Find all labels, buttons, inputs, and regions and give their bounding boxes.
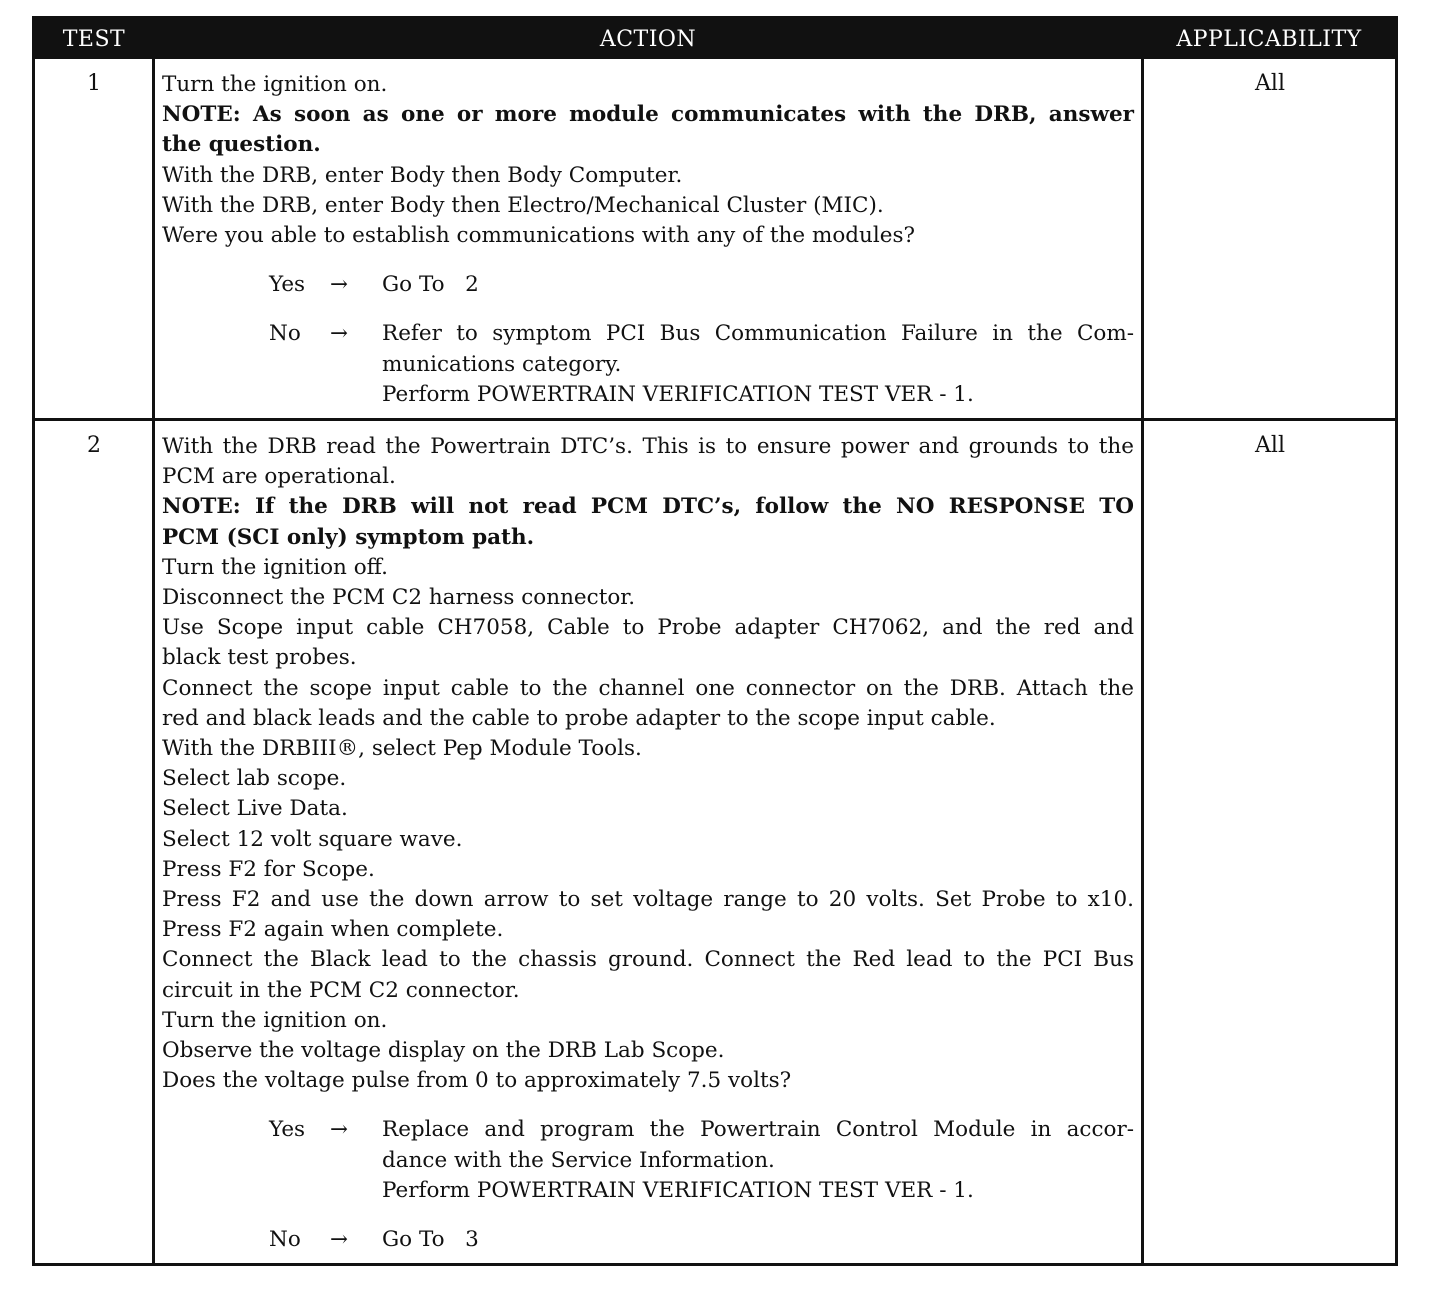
- action-line: Turn the ignition on.: [162, 1007, 388, 1033]
- arrow-right-icon: →: [330, 1227, 349, 1253]
- action-line: Turn the ignition off.: [162, 554, 388, 580]
- test-number: 1: [87, 71, 101, 96]
- action-line: With the DRB, enter Body then Electro/Mechanical Cluster (MIC).: [162, 192, 884, 218]
- result-line: munications category.: [382, 351, 622, 377]
- applicability-value: All: [1255, 71, 1285, 96]
- result-line: Replace and program the Powertrain Control Module in accor-: [382, 1117, 1134, 1143]
- yes-result: [382, 1115, 1134, 1206]
- diagnostic-table: [32, 16, 1398, 1266]
- result-line: Go To 2: [382, 272, 479, 298]
- result-line: dance with the Service Information.: [382, 1147, 775, 1173]
- header-test: TEST: [62, 27, 126, 52]
- header-action: ACTION: [599, 27, 697, 52]
- action-line: Select 12 volt square wave.: [162, 826, 463, 852]
- header-applicability: APPLICABILITY: [1176, 27, 1362, 52]
- question-line: Were you able to establish communications with any of the modules?: [162, 223, 916, 249]
- note-line: NOTE: As soon as one or more module communicates with the DRB, answer: [162, 102, 1134, 128]
- no-branch: [162, 319, 1134, 410]
- action-line: Observe the voltage display on the DRB Lab Scope.: [162, 1038, 725, 1064]
- no-label: No: [269, 321, 301, 347]
- action-cell: [162, 70, 1134, 410]
- action-line: Connect the Black lead to the chassis ground. Connect the Red lead to the PCI Bus: [162, 947, 1134, 973]
- no-result: [382, 319, 1134, 410]
- yes-label: Yes: [269, 272, 306, 298]
- action-cell: [162, 432, 1134, 1255]
- arrow-right-icon: →: [330, 1117, 349, 1143]
- action-line: red and black leads and the cable to probe adapter to the scope input cable.: [162, 705, 996, 731]
- action-line: Turn the ignition on.: [162, 72, 388, 97]
- action-line: circuit in the PCM C2 connector.: [162, 977, 520, 1003]
- table-row-test-2: [35, 421, 1395, 1263]
- result-line: Refer to symptom PCI Bus Communication Failure in the Com-: [382, 321, 1134, 347]
- action-line: Press F2 again when complete.: [162, 917, 504, 943]
- no-label: No: [269, 1227, 301, 1253]
- yes-branch: [162, 1115, 1134, 1206]
- action-line: With the DRBIII®, select Pep Module Tools.: [162, 736, 642, 762]
- action-line: With the DRB, enter Body then Body Computer.: [162, 162, 683, 188]
- test-number: 2: [87, 433, 101, 458]
- note-line: the question.: [162, 132, 321, 158]
- action-line: With the DRB read the Powertrain DTC’s. This is to ensure power and grounds to the: [162, 434, 1134, 459]
- action-line: Use Scope input cable CH7058, Cable to Probe adapter CH7062, and the red and: [162, 615, 1134, 641]
- result-line: Go To 3: [382, 1227, 479, 1253]
- note-line: PCM (SCI only) symptom path.: [162, 524, 535, 550]
- arrow-right-icon: →: [330, 321, 349, 347]
- action-line: Connect the scope input cable to the channel one connector on the DRB. Attach the: [162, 675, 1134, 701]
- yes-branch: [162, 270, 1134, 300]
- action-line: Select Live Data.: [162, 796, 348, 822]
- result-line: Perform POWERTRAIN VERIFICATION TEST VER - 1.: [382, 1177, 974, 1203]
- action-line: Press F2 for Scope.: [162, 856, 375, 882]
- arrow-right-icon: →: [330, 272, 349, 298]
- no-result: [382, 1225, 1134, 1255]
- action-line: PCM are operational.: [162, 464, 396, 490]
- action-line: Press F2 and use the down arrow to set voltage range to 20 volts. Set Probe to x10.: [162, 887, 1134, 913]
- applicability-value: All: [1255, 433, 1285, 458]
- result-line: Perform POWERTRAIN VERIFICATION TEST VER - 1.: [382, 381, 974, 407]
- table-header: [35, 19, 1395, 59]
- action-line: black test probes.: [162, 645, 357, 671]
- action-line: Disconnect the PCM C2 harness connector.: [162, 585, 636, 611]
- table-row-test-1: [35, 59, 1395, 421]
- yes-label: Yes: [269, 1117, 306, 1143]
- yes-result: [382, 270, 1134, 300]
- action-line: Select lab scope.: [162, 766, 347, 792]
- no-branch: [162, 1225, 1134, 1255]
- question-line: Does the voltage pulse from 0 to approximately 7.5 volts?: [162, 1068, 792, 1094]
- note-line: NOTE: If the DRB will not read PCM DTC’s, follow the NO RESPONSE TO: [162, 494, 1134, 520]
